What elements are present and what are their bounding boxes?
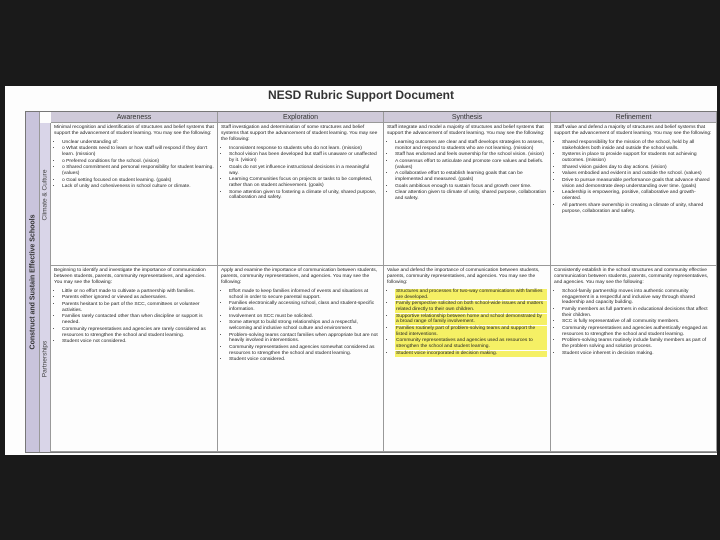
cell-partnerships-synthesis: [384, 266, 551, 452]
bullet-item: • Unclear understanding of:: [62, 140, 214, 146]
cell-intro: Staff value and defend a majority of structures and belief systems that support the advancement of student learning. You may see the following:: [554, 125, 712, 136]
bullet-item: • Family members as full partners in educational decisions that affect their children.: [562, 307, 713, 319]
bullet-item: • Leadership is empowering, positive, collaborative and growth-oriented.: [562, 190, 713, 202]
cell-climate-synthesis: [384, 123, 551, 266]
cell-bullet-list: [54, 140, 214, 190]
bullet-item: • o Preferred conditions for the school. (vision): [62, 159, 214, 165]
bullet-item: • A collaborative effort to establish learning goals that can be implemented and measured. (goals): [395, 171, 547, 183]
cell-bullet-list: [221, 146, 380, 202]
cell-intro: Beginning to identify and investigate the importance of communication between students, parents, community representatives, and agencies. You may see the following:: [54, 268, 206, 285]
cell-bullet-list: [54, 289, 214, 345]
cell-climate-exploration: [218, 123, 384, 266]
cell-bullet-list: [387, 289, 547, 357]
bullet-item: • Effort made to keep families informed of events and situations at school in order to secure parental support.: [229, 289, 380, 301]
bullet-item: • Some attempt to build strong relationships and a respectful, welcoming and inclusive school culture and environment.: [229, 320, 380, 332]
bullet-item: • Parents either ignored or viewed as adversaries.: [62, 295, 214, 301]
bullet-item: • Community representatives and agencies used as resources to strengthen the school and student learning.: [395, 338, 547, 350]
bullet-item: • Drive to pursue measurable performance goals that advance shared vision and demonstrate deep understanding over time. (goals): [562, 178, 713, 190]
bullet-item: • Shared vision guides day to day actions. (vision): [562, 165, 713, 171]
bullet-item: • Values embodied and evident in and outside the school. (values): [562, 171, 713, 177]
bullet-item: • Community representatives and agencies are rarely considered as resources to strengthen the school and student learning.: [62, 327, 214, 339]
column-header-synthesis: Synthesis: [384, 112, 551, 123]
bullet-item: • Family perspective solicited on both school-wide issues and matters related directly to their own children.: [395, 301, 547, 313]
row-label-partnerships: Partnerships: [40, 266, 51, 452]
document-page: [5, 86, 717, 455]
bullet-item: • Families electronically accessing school, class and student-specific information.: [229, 301, 380, 313]
bullet-item: • Shared responsibility for the mission of the school, held by all stakeholders both inside and outside the school walls.: [562, 140, 713, 152]
bullet-item: • Clear attention given to climate of unity, shared purpose, collaboration and safety.: [395, 190, 547, 202]
cell-intro: Apply and examine the importance of communication between students, parents, community representatives, and agencies. You may see the following:: [221, 268, 378, 285]
bullet-item: • Supportive relationship between home and school demonstrated by a broad range of family involvement.: [395, 314, 547, 326]
cell-partnerships-refinement: [551, 266, 717, 452]
bullet-item: • Structures and processes for two-way communications with families are developed.: [395, 289, 547, 301]
sidebar-outer-label: Construct and Sustain Effective Schools: [26, 112, 40, 452]
bullet-item: • o Goal setting focused on student learning. (goals): [62, 178, 214, 184]
bullet-item: • School vision has been developed but staff is unaware or unaffected by it. (vision): [229, 152, 380, 164]
column-header-exploration: Exploration: [218, 112, 384, 123]
cell-intro: Consistently establish in the school structures and community effective communication between students, parents, community representatives, and agencies. You may see the following:: [554, 268, 709, 285]
bullet-item: • o What students need to learn or how staff will respond if they don't learn. (mission): [62, 146, 214, 158]
rubric-table: [25, 111, 717, 453]
bullet-item: • Problem-solving teams contact families when appropriate but are not heavily involved in interventions.: [229, 333, 380, 345]
bullet-item: • Involvement on SCC must be solicited.: [229, 314, 380, 320]
cell-partnerships-awareness: [51, 266, 218, 452]
bullet-item: • SCC is fully representative of all community members.: [562, 319, 713, 325]
bullet-item: • Staff has endorsed and feels ownership for the school vision. (vision): [395, 152, 547, 158]
bullet-item: • Goals do not yet influence instructional decisions in a meaningful way.: [229, 165, 380, 177]
bullet-item: • Problem-solving teams routinely include family members as part of the problem solving and solution process.: [562, 338, 713, 350]
column-header-awareness: Awareness: [51, 112, 218, 123]
column-header-refinement: Refinement: [551, 112, 717, 123]
bullet-item: • Goals ambitious enough to sustain focus and growth over time.: [395, 184, 547, 190]
bullet-item: • Families routinely part of problem-solving teams and support the listed interventions.: [395, 326, 547, 338]
cell-partnerships-exploration: [218, 266, 384, 452]
cell-intro: Value and defend the importance of communication between students, parents, community representatives, and agencies. You may see the following:: [387, 268, 540, 285]
cell-bullet-list: [221, 289, 380, 364]
cell-intro: Minimal recognition and identification of structures and belief systems that support the advancement of student learning. You may see the following:: [54, 125, 214, 136]
bullet-item: • All partners share ownership in creating a climate of unity, shared purpose, collaboration and safety.: [562, 203, 713, 215]
bullet-item: • Learning Communities focus on projects or tasks to be completed, rather than on student achievement. (goals): [229, 177, 380, 189]
bullet-item: • Student voice incorporated in decision making.: [395, 351, 547, 357]
bullet-item: • Community representatives and agencies authentically engaged as resources to strengthen the school and student learning.: [562, 326, 713, 338]
cell-climate-refinement: [551, 123, 717, 266]
bullet-item: • School-family partnership moves into authentic community engagement in a respectful and inclusive way through shared leadership and capacity building.: [562, 289, 713, 307]
bullet-item: • Systems in place to provide support for students not achieving outcomes. (mission): [562, 152, 713, 164]
bullet-item: • Some attention given to fostering a climate of unity, shared purpose, collaboration and safety.: [229, 190, 380, 202]
bullet-item: • Parents hesitant to be part of the SCC, committees or volunteer activities.: [62, 302, 214, 314]
cell-intro: Staff investigation and determination of some structures and belief systems that support the advancement of student learning. You may see the following:: [221, 125, 378, 142]
bullet-item: • A consensus effort to articulate and promote core values and beliefs. (values): [395, 159, 547, 171]
cell-bullet-list: [387, 140, 547, 202]
bullet-item: • Community representatives and agencies somewhat considered as resources to strengthen the school and student learning.: [229, 345, 380, 357]
bullet-item: • Student voice not considered.: [62, 339, 214, 345]
document-title: NESD Rubric Support Document: [267, 88, 454, 102]
bullet-item: • Student voice inherent in decision making.: [562, 351, 713, 357]
cell-bullet-list: [554, 140, 713, 215]
bullet-item: • Learning outcomes are clear and staff develops strategies to assess, monitor and respond to students who are not learning. (mission): [395, 140, 547, 152]
bullet-item: • Families rarely contacted other than when discipline or support is needed.: [62, 314, 214, 326]
bullet-item: • Student voice considered.: [229, 357, 380, 363]
bullet-item: • Little or no effort made to cultivate a partnership with families.: [62, 289, 214, 295]
cell-bullet-list: [554, 289, 713, 357]
bullet-item: • o Shared commitment and personal responsibility for student learning. (values): [62, 165, 214, 177]
row-label-climate-culture: Climate & Culture: [40, 123, 51, 266]
bullet-item: • Inconsistent response to students who do not learn. (mission): [229, 146, 380, 152]
bullet-item: • Lack of unity and cohesiveness in school culture or climate.: [62, 184, 214, 190]
cell-intro: Staff integrate and model a majority of structures and belief systems that support the advancement of student learning. You may see the following:: [387, 125, 545, 136]
cell-climate-awareness: [51, 123, 218, 266]
